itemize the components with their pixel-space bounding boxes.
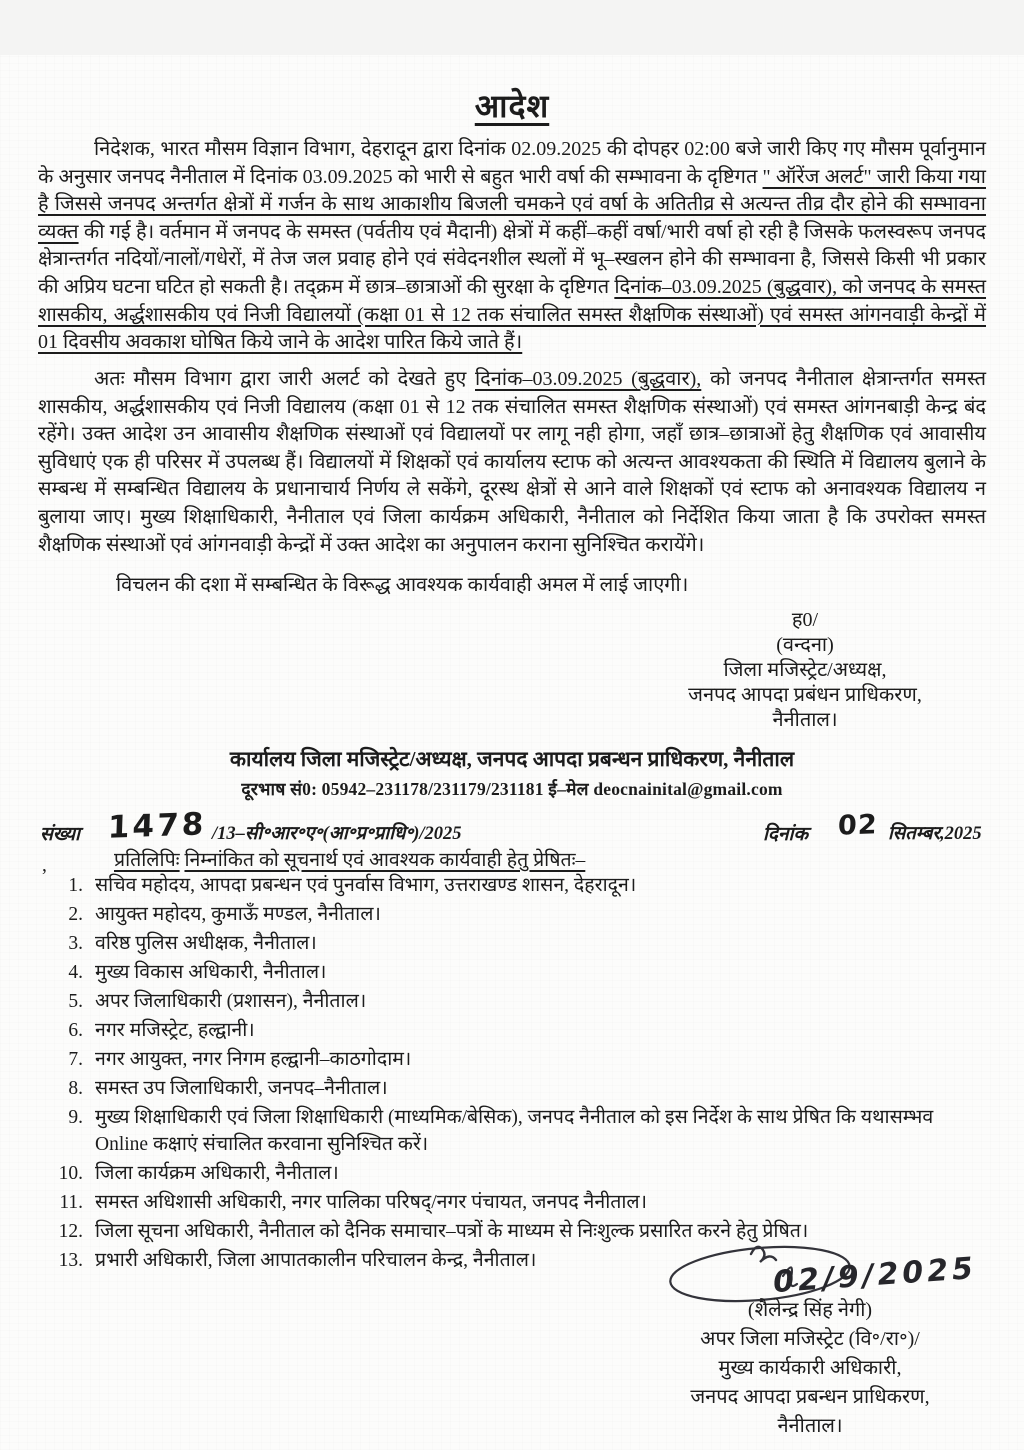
- para2-text: अतः मौसम विभाग द्वारा जारी अलर्ट को देखते हुए: [94, 368, 475, 390]
- ref-date-label: दिनांक: [763, 824, 809, 845]
- para1-text-continued: की गई है। वर्तमान में जनपद के समस्त (पर्वतीय एवं मैदानी) क्षेत्रों में कहीं–कहीं वर्षा/भारी वर्षा हो रही है जिसके फलस्वरूप जनपद क्षेत्रान्तर्गत नदियों/नालों/गधेरों, में तेज जल प्रवाह होने एवं संवेदनशील स्थलों में भू–स्खलन होने की सम्भावना है, जिससे किसी भी प्रकार की अप्रिय घटना घटित हो सकती है। तद्क्रम में छात्र–छात्राओं की सुरक्षा के दृष्टिगत: [38, 220, 986, 298]
- signatory-designation-1: अपर जिला मजिस्ट्रेट (वि॰/रा॰)/: [700, 1328, 920, 1350]
- item-number: 1.: [68, 875, 83, 896]
- item-text: नगर मजिस्ट्रेट, हल्द्वानी।: [95, 1020, 255, 1041]
- signatory-additional-district-magistrate: [615, 1296, 1005, 1441]
- para2-text-continued: को जनपद नैनीताल क्षेत्रान्तर्गत समस्त शासकीय, अर्द्धशासकीय एवं निजी विद्यालय (कक्षा 01 से 12 तक संचालित समस्त शैक्षणिक संस्थाओं) एवं समस्त आंगनबाड़ी केन्द्र बंद रहेंगे। उक्त आदेश उन आवासीय शैक्षणिक संस्थाओं एवं विद्यालयों पर लागू नही होगा, जहाँ छात्र–छात्राओं हेतु शैक्षणिक एवं आवासीय सुविधाएं एक ही परिसर में उपलब्ध हैं। विद्यालयों में शिक्षकों एवं कार्यालय स्टाफ को अत्यन्त आवश्यकता की स्थिति में विद्यालय बुलाने के सम्बन्ध में सम्बन्धित विद्यालय के प्रधानाचार्य निर्णय ले सकेंगे, दूरस्थ क्षेत्रों से आने वाले शिक्षकों एवं स्टाफ को अनावश्यक विद्यालय न बुलाया जाए। मुख्य शिक्षाधिकारी, नैनीताल एवं जिला कार्यक्रम अधिकारी, नैनीताल को निर्देशित किया जाता है कि उपरोक्त समस्त शैक्षणिक संस्थाओं एवं आंगनवाड़ी केन्द्रों में उक्त आदेश का अनुपालन कराना सुनिश्चित करायेंगे।: [38, 368, 986, 556]
- para1-text: निदेशक, भारत मौसम विज्ञान विभाग, देहरादून द्वारा दिनांक 02.09.2025 की दोपहर 02:00 बजे जारी किए गए मौसम पूर्वानुमान के अनुसार जनपद नैनीताल में दिनांक 03.09.2025 को भारी से बहुत भारी वर्षा की सम्भावना के दृष्टिगत: [38, 138, 986, 188]
- signatory-district-magistrate: [615, 608, 995, 733]
- item-text: मुख्य विकास अधिकारी, नैनीताल।: [95, 962, 327, 983]
- document-title: [0, 84, 1024, 127]
- scan-top-margin: [0, 0, 1024, 56]
- item-number: 11.: [59, 1192, 83, 1213]
- para2-underlined-date: दिनांक–03.09.2025 (बुद्धवार),: [475, 368, 702, 390]
- stray-comma-mark: ,: [42, 855, 47, 876]
- signatory-designation-2: मुख्य कार्यकारी अधिकारी,: [718, 1357, 902, 1379]
- signed-abbr: ह0/: [791, 609, 819, 631]
- paragraph-deviation-warning: विचलन की दशा में सम्बन्धित के विरूद्ध आवश्यक कार्यवाही अमल में लाई जाएगी।: [116, 574, 689, 596]
- item-number: 5.: [68, 991, 83, 1012]
- list-item: [55, 959, 980, 986]
- item-text: जिला कार्यक्रम अधिकारी, नैनीताल।: [95, 1163, 339, 1184]
- list-item: [55, 930, 980, 957]
- item-number: 13.: [58, 1250, 83, 1271]
- signatory-place: नैनीताल।: [777, 1415, 843, 1437]
- list-item: [55, 1189, 980, 1216]
- signatory-designation: जिला मजिस्ट्रेट/अध्यक्ष,: [723, 659, 887, 681]
- list-item: [55, 988, 980, 1015]
- ref-number-suffix: /13–सी॰आर॰ए॰(आ॰प्र॰प्राधि॰)/2025: [212, 824, 462, 844]
- ref-number-label: संख्या: [40, 824, 80, 845]
- paragraph-weather-forecast: [38, 136, 986, 357]
- item-text: नगर आयुक्त, नगर निगम हल्द्वानी–काठगोदाम।: [95, 1049, 412, 1070]
- item-text: आयुक्त महोदय, कुमाऊँ मण्डल, नैनीताल।: [95, 904, 381, 925]
- item-number: 4.: [68, 962, 83, 983]
- item-text: समस्त अधिशासी अधिकारी, नगर पालिका परिषद्/नगर पंचायत, जनपद नैनीताल।: [95, 1192, 648, 1213]
- item-number: 7.: [68, 1049, 83, 1070]
- item-number: 3.: [68, 933, 83, 954]
- item-number: 6.: [68, 1020, 83, 1041]
- item-number: 9.: [68, 1107, 83, 1128]
- ref-date-month-year: सितम्बर,2025: [888, 824, 982, 844]
- list-item: [55, 1104, 980, 1158]
- handwritten-ref-date: 02: [837, 809, 879, 842]
- copies-distribution-list: [55, 872, 980, 1276]
- handwritten-ref-number: 1478: [107, 806, 208, 846]
- signatory-name: (शैलेन्द्र सिंह नेगी): [747, 1299, 873, 1321]
- paragraph-closure-details: [38, 366, 986, 559]
- item-number: 2.: [68, 904, 83, 925]
- para1-underlined-holiday-order: दिनांक–03.09.2025 (बुद्धवार), को जनपद के समस्त शासकीय, अर्द्धशासकीय एवं निजी विद्यालयों (कक्षा 01 से 12 तक संचालित समस्त शैक्षणिक संस्थाओं) एवं समस्त आंगनवाड़ी केन्द्रों में 01 दिवसीय अवकाश घोषित किये जाने के आदेश पारित किये जाते हैं।: [38, 275, 987, 354]
- list-item: [55, 901, 980, 928]
- signatory-authority: जनपद आपदा प्रबंधन प्राधिकरण,: [688, 684, 922, 706]
- copies-heading-text: निम्नांकित को सूचनार्थ एवं आवश्यक कार्यवाही हेतु प्रेषितः–: [184, 850, 586, 871]
- office-header: कार्यालय जिला मजिस्ट्रेट/अध्यक्ष, जनपद आपदा प्रबन्धन प्राधिकरण, नैनीताल: [229, 747, 795, 771]
- item-text: जिला सूचना अधिकारी, नैनीताल को दैनिक समाचार–पत्रों के माध्यम से निःशुल्क प्रसारित करने हेतु प्रेषित।: [95, 1221, 809, 1242]
- list-item: [55, 1017, 980, 1044]
- signatory-name: (वन्दना): [776, 634, 834, 656]
- item-text: वरिष्ठ पुलिस अधीक्षक, नैनीताल।: [95, 933, 317, 954]
- document-title-text: आदेश: [474, 88, 550, 124]
- signatory-authority: जनपद आपदा प्रबन्धन प्राधिकरण,: [690, 1386, 930, 1408]
- handwritten-signature-date: 02/9/2025: [772, 1250, 979, 1301]
- item-number: 8.: [68, 1078, 83, 1099]
- item-text: प्रभारी अधिकारी, जिला आपातकालीन परिचालन केन्द्र, नैनीताल।: [95, 1250, 537, 1271]
- item-text: समस्त उप जिलाधिकारी, जनपद–नैनीताल।: [95, 1078, 388, 1099]
- item-number: 12.: [58, 1221, 83, 1242]
- item-text: अपर जिलाधिकारी (प्रशासन), नैनीताल।: [95, 991, 367, 1012]
- copies-heading-line: [38, 845, 978, 876]
- item-number: 10.: [58, 1163, 83, 1184]
- item-text: सचिव महोदय, आपदा प्रबन्धन एवं पुनर्वास विभाग, उत्तराखण्ड शासन, देहरादून।: [95, 875, 637, 896]
- signatory-place: नैनीताल।: [772, 709, 838, 731]
- list-item: [55, 1160, 980, 1187]
- list-item: [55, 1046, 980, 1073]
- para1-underlined-orange-alert: " ऑरेंज अलर्ट" जारी किया गया है जिससे जनपद अन्तर्गत क्षेत्रों में गर्जन के साथ आकाशीय बिजली चमकने एवं वर्षा के अतितीव्र से अत्यन्त तीव्र दौर होने की सम्भावना व्यक्त: [38, 165, 986, 243]
- office-contact: दूरभाष सं0: 05942–231178/231179/231181 ई–मेल deocnainital@gmail.com: [241, 779, 783, 799]
- item-text: मुख्य शिक्षाधिकारी एवं जिला शिक्षाधिकारी (माध्यमिक/बेसिक), जनपद नैनीताल को इस निर्देश के साथ प्रेषित कि यथासम्भव Online कक्षाएं संचालित करवाना सुनिश्चित करें।: [95, 1107, 934, 1155]
- list-item: [55, 872, 980, 899]
- list-item: [55, 1075, 980, 1102]
- copies-label: प्रतिलिपिः: [114, 850, 180, 871]
